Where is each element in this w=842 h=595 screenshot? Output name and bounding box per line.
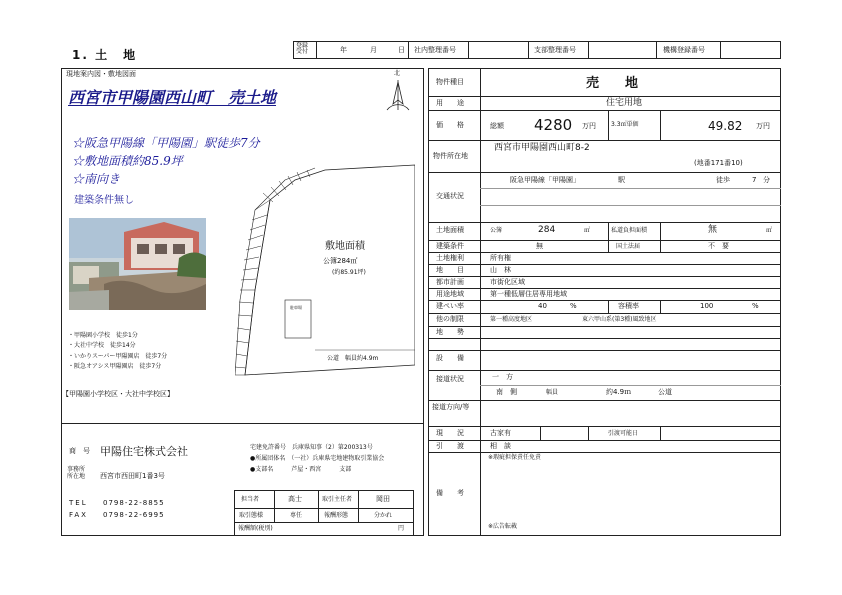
month-label: 月 [370, 46, 377, 54]
land-mod-value: 不 要 [708, 242, 729, 250]
road-status-label: 接道状況 [436, 375, 464, 383]
license-number: 宅建免許番号 兵庫県知事（2）第200313号 [250, 444, 373, 451]
fee-unit: 円 [398, 525, 405, 532]
transport-label: 交通状況 [436, 192, 464, 200]
company-addr-label: 事務所 所在地 [67, 466, 86, 480]
company-name: 甲陽住宅株式会社 [100, 445, 188, 458]
building-cond-label: 建築条件 [436, 242, 464, 250]
day-label: 日 [398, 46, 405, 54]
total-label: 総額 [490, 122, 504, 130]
unit-price: 49.82 [708, 119, 743, 133]
other-restriction-2: 東六甲山系(第3種)風致地区 [582, 316, 657, 323]
station-suffix: 駅 [618, 176, 625, 184]
type-label: 物件種目 [436, 78, 464, 86]
school-district: 【甲陽園小学校区・大社中学校区】 [62, 390, 174, 398]
urban-value: 市街化区域 [490, 278, 525, 286]
land-area-label: 土地面積 [436, 226, 464, 234]
line-name: 阪急甲陽線「甲陽園」 [510, 176, 580, 184]
section-title: 1. 土 地 [72, 48, 138, 62]
far-unit: % [752, 302, 759, 310]
far-label: 容積率 [618, 302, 639, 310]
terrain-label: 地 勢 [436, 328, 464, 336]
land-area-value: 284 [538, 225, 556, 235]
use-value: 住宅用地 [606, 98, 643, 108]
road-sides: 一 方 [492, 373, 513, 381]
total-unit: 万円 [582, 122, 596, 130]
price-label: 価 格 [436, 121, 464, 129]
subnote: 建築条件無し [74, 195, 134, 206]
bcr-label: 建ぺい率 [436, 302, 464, 310]
manager-name: 岡田 [376, 495, 390, 503]
association: ●所属団体名 （一社）兵庫県宅地建物取引業協会 [250, 455, 385, 462]
private-road-unit: ㎡ [766, 227, 773, 234]
road-type: 公道 [658, 388, 672, 396]
type-value: 売 地 [586, 76, 639, 91]
private-road-label: 私道負担面積 [611, 227, 648, 234]
fax-number: 0798-22-6995 [103, 511, 165, 519]
category-label: 地 目 [436, 266, 464, 274]
fax-label: FAX [69, 511, 88, 519]
nearby-4: ・阪急オアシス甲陽園店 徒歩7分 [68, 363, 162, 370]
company-name-label: 商 号 [69, 447, 90, 455]
walk-label: 徒歩 [716, 176, 730, 184]
private-road-value: 無 [708, 225, 718, 235]
status-value: 古家有 [490, 429, 511, 437]
fee-label: 報酬額(税別) [238, 525, 273, 532]
rights-value: 所有権 [490, 254, 511, 262]
land-area-unit: ㎡ [584, 227, 591, 234]
handover-date-label: 引渡可能日 [608, 430, 639, 437]
nearby-1: ・甲陽園小学校 徒歩1分 [68, 332, 138, 339]
location-value: 西宮市甲陽園西山町8-2 [494, 143, 590, 153]
bcr-unit: % [570, 302, 577, 310]
registered-label: 登録 受付 [296, 42, 309, 55]
branch-name: ●支部名 芦屋・西宮 支部 [250, 466, 352, 473]
far-value: 100 [700, 302, 714, 310]
point-2: ☆敷地面積約85.9坪 [72, 154, 183, 168]
total-price: 4280 [534, 116, 573, 134]
bcr-value: 40 [538, 302, 547, 310]
plot-diagram [235, 160, 415, 380]
road-direction: 南 側 [496, 388, 517, 396]
mode-value: 専任 [290, 512, 303, 519]
zoning-label: 用途地域 [436, 290, 464, 298]
mode-label: 取引態様 [239, 512, 264, 519]
branch-num-label: 支部整理番号 [534, 46, 576, 54]
walk-minutes: 7 [752, 176, 757, 184]
company-num-label: 社内整理番号 [414, 46, 456, 54]
manager-label: 取引主任者 [322, 496, 353, 503]
kobo-label: 公簿 [490, 227, 503, 234]
use-label: 用 途 [436, 99, 464, 107]
pay-label: 報酬形態 [324, 512, 349, 519]
road-width: 約4.9ｍ [606, 388, 632, 396]
remarks-1: ※瑕疵担保責任免責 [488, 454, 542, 461]
unit-price-label: 3.3㎡単価 [611, 121, 639, 128]
point-1: ☆阪急甲陽線「甲陽園」駅徒歩7分 [72, 136, 260, 150]
other-label: 他の制限 [436, 315, 464, 323]
staff-label: 担当者 [241, 496, 260, 503]
tel-label: TEL [69, 499, 88, 507]
location-label: 物件所在地 [433, 152, 468, 160]
unit-price-unit: 万円 [756, 122, 770, 130]
headline: 西宮市甲陽園西山町 売土地 [68, 88, 277, 107]
urban-label: 都市計画 [436, 278, 464, 286]
nearby-2: ・大社中学校 徒歩14分 [68, 342, 136, 349]
map-caption: 現地案内図・敷地図面 [66, 70, 136, 78]
land-mod-label: 国土法届 [616, 243, 641, 250]
plot-tsubo: (約85.91坪) [332, 269, 366, 276]
pay-value: 分かれ [374, 512, 393, 519]
rights-label: 土地権利 [436, 254, 464, 262]
other-restriction-1: 第一種高度地区 [490, 316, 533, 323]
network-num-label: 機構登録番号 [663, 46, 705, 54]
road-width-label: 幅員 [546, 389, 559, 396]
plot-title: 敷地面積 [325, 241, 365, 252]
tel-number: 0798-22-8855 [103, 499, 165, 507]
category-value: 山 林 [490, 266, 511, 274]
handover-label: 引 渡 [436, 442, 464, 450]
road-dir-label: 接道方向/等 [432, 403, 470, 411]
remarks-label: 備 考 [436, 489, 464, 497]
road-label: 公道 幅員約4.9m [327, 355, 379, 362]
remarks-2: ※広告転載 [488, 523, 518, 530]
lot-number: (地番171番10) [694, 159, 743, 167]
status-label: 現 況 [436, 429, 464, 437]
plot-area: 公簿284㎡ [323, 257, 358, 265]
north-label: 北 [394, 70, 401, 77]
nearby-3: ・いかりスーパー甲陽園店 徒歩7分 [68, 353, 168, 360]
garage-label: 駐車場 [290, 305, 302, 310]
facility-label: 設 備 [436, 354, 464, 362]
building-cond-value: 無 [536, 242, 543, 250]
property-photo [69, 218, 206, 310]
zoning-value: 第一種低層住居専用地域 [490, 290, 567, 298]
year-label: 年 [340, 46, 347, 54]
company-address: 西宮市西田町1番3号 [100, 472, 165, 480]
walk-unit: 分 [763, 176, 770, 184]
point-3: ☆南向き [72, 172, 121, 186]
staff-name: 高士 [288, 495, 302, 503]
handover-value: 相 談 [490, 442, 511, 450]
